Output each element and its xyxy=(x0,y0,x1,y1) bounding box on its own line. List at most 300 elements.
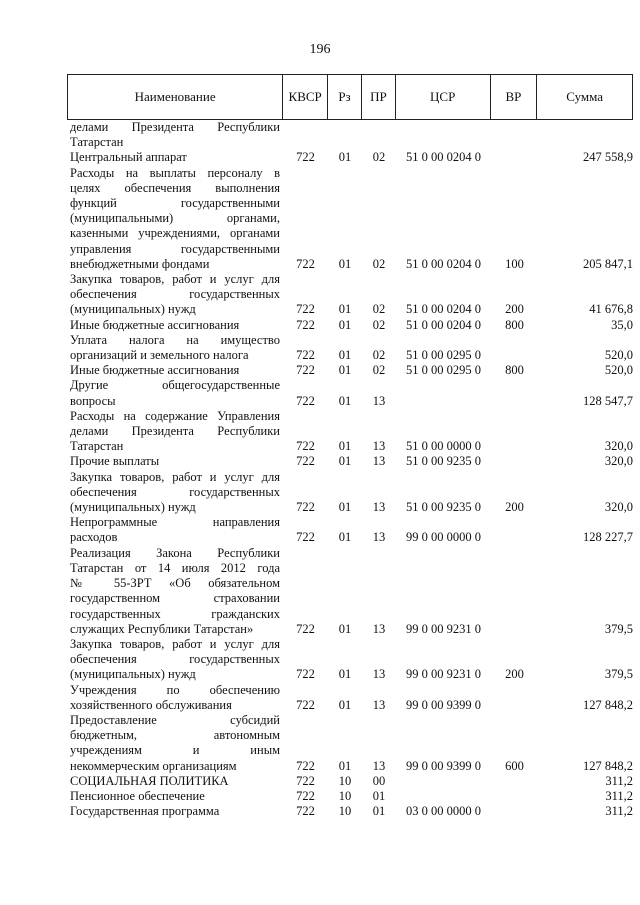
row-name-line: организаций и земельного налога xyxy=(70,348,249,363)
row-pr-cell xyxy=(362,166,396,272)
row-vr-cell xyxy=(491,378,538,408)
row-csr: 99 0 00 9399 0 xyxy=(406,697,481,712)
column-header-vr: ВР xyxy=(491,75,538,119)
row-csr-cell xyxy=(396,333,491,363)
row-pr-cell xyxy=(362,789,396,804)
row-sum: 379,5 xyxy=(604,667,633,682)
row-rz-cell xyxy=(328,378,362,408)
row-csr: 51 0 00 0295 0 xyxy=(406,348,481,363)
row-csr-cell xyxy=(396,378,491,408)
row-pr-cell xyxy=(362,683,396,713)
row-name xyxy=(67,789,283,804)
row-sum-cell xyxy=(538,774,633,789)
table-row xyxy=(67,637,633,683)
table-row xyxy=(67,774,633,789)
row-name-line: Реализация Закона Республики xyxy=(70,545,280,560)
row-name-line: государственных гражданских xyxy=(70,606,280,621)
row-kvsr: 722 xyxy=(296,530,315,545)
table-row xyxy=(67,789,633,804)
row-rz-cell xyxy=(328,454,362,469)
row-rz: 01 xyxy=(338,758,352,773)
row-csr-cell xyxy=(396,166,491,272)
row-vr: 100 xyxy=(505,256,524,271)
row-rz-cell xyxy=(328,120,362,150)
row-kvsr-cell xyxy=(283,272,328,318)
row-kvsr-cell xyxy=(283,515,328,545)
row-kvsr-cell xyxy=(283,363,328,378)
row-name-line: обеспечения государственных xyxy=(70,287,280,302)
row-kvsr-cell xyxy=(283,318,328,333)
row-vr-cell xyxy=(491,363,538,378)
row-rz: 01 xyxy=(338,348,352,363)
row-sum: 41 676,8 xyxy=(589,302,633,317)
row-name-line: делами Президента Республики xyxy=(70,424,280,439)
row-csr-cell xyxy=(396,546,491,637)
row-kvsr: 722 xyxy=(296,363,315,378)
row-csr: 03 0 00 0000 0 xyxy=(406,804,481,819)
row-pr: 02 xyxy=(372,348,386,363)
row-pr-cell xyxy=(362,363,396,378)
row-name-line: (муниципальными) органами, xyxy=(70,211,280,226)
row-sum: 320,0 xyxy=(604,439,633,454)
row-rz: 10 xyxy=(338,788,352,803)
row-rz-cell xyxy=(328,683,362,713)
row-kvsr-cell xyxy=(283,713,328,774)
row-kvsr-cell xyxy=(283,774,328,789)
row-csr: 51 0 00 9235 0 xyxy=(406,500,481,515)
column-header-sum: Сумма xyxy=(566,89,604,104)
row-rz-cell xyxy=(328,789,362,804)
row-name xyxy=(67,378,283,408)
row-vr-cell xyxy=(491,409,538,455)
row-rz: 01 xyxy=(338,530,352,545)
row-csr: 99 0 00 9231 0 xyxy=(406,667,481,682)
row-name-line: СОЦИАЛЬНАЯ ПОЛИТИКА xyxy=(70,773,229,788)
row-name-line: Государственная программа xyxy=(70,804,220,819)
table-row xyxy=(67,166,633,272)
row-vr-cell xyxy=(491,150,538,165)
column-header-csr: ЦСР xyxy=(396,75,491,119)
row-csr-cell xyxy=(396,774,491,789)
row-sum-cell xyxy=(538,378,633,408)
table-row xyxy=(67,272,633,318)
row-rz: 01 xyxy=(338,317,352,332)
row-name-line: обеспечения государственных xyxy=(70,652,280,667)
row-vr: 200 xyxy=(505,667,524,682)
row-sum-cell xyxy=(538,713,633,774)
row-sum: 127 848,2 xyxy=(583,697,633,712)
row-name-line: Центральный аппарат xyxy=(70,150,187,165)
row-name xyxy=(67,120,283,150)
row-kvsr: 722 xyxy=(296,454,315,469)
row-name-line: служащих Республики Татарстан» xyxy=(70,621,254,636)
row-csr: 51 0 00 9235 0 xyxy=(406,454,481,469)
row-pr: 00 xyxy=(372,773,386,788)
row-pr: 13 xyxy=(372,621,386,636)
row-csr: 51 0 00 0000 0 xyxy=(406,439,481,454)
row-kvsr-cell xyxy=(283,120,328,150)
row-vr-cell xyxy=(491,333,538,363)
row-pr-cell xyxy=(362,637,396,683)
table-row xyxy=(67,318,633,333)
table-row xyxy=(67,713,633,774)
row-name xyxy=(67,150,283,165)
row-pr: 13 xyxy=(372,500,386,515)
row-vr: 600 xyxy=(505,758,524,773)
row-sum-cell xyxy=(538,546,633,637)
row-vr-cell xyxy=(491,774,538,789)
row-pr: 13 xyxy=(372,758,386,773)
row-kvsr: 722 xyxy=(296,697,315,712)
row-name-line: Закупка товаров, работ и услуг для xyxy=(70,469,280,484)
row-rz: 01 xyxy=(338,667,352,682)
row-rz-cell xyxy=(328,804,362,819)
row-pr-cell xyxy=(362,515,396,545)
row-csr: 99 0 00 9231 0 xyxy=(406,621,481,636)
row-name-line: № 55-ЗРТ «Об обязательном xyxy=(70,576,280,591)
row-pr: 13 xyxy=(372,697,386,712)
row-csr-cell xyxy=(396,318,491,333)
row-pr: 02 xyxy=(372,302,386,317)
row-vr-cell xyxy=(491,546,538,637)
row-rz-cell xyxy=(328,546,362,637)
row-name xyxy=(67,166,283,272)
row-name-line: бюджетным, автономным xyxy=(70,728,280,743)
row-name-line: Татарстан xyxy=(70,135,124,150)
row-kvsr-cell xyxy=(283,683,328,713)
row-rz-cell xyxy=(328,637,362,683)
row-name-line: (муниципальных) нужд xyxy=(70,667,196,682)
row-csr-cell xyxy=(396,150,491,165)
row-sum: 379,5 xyxy=(604,621,633,636)
row-pr: 02 xyxy=(372,256,386,271)
column-header-kvsr: КВСР xyxy=(283,75,328,119)
row-sum: 520,0 xyxy=(604,363,633,378)
row-sum-cell xyxy=(538,515,633,545)
row-rz-cell xyxy=(328,166,362,272)
row-vr-cell xyxy=(491,470,538,516)
row-pr: 01 xyxy=(372,804,386,819)
row-rz-cell xyxy=(328,333,362,363)
row-kvsr-cell xyxy=(283,470,328,516)
row-vr-cell xyxy=(491,166,538,272)
row-pr-cell xyxy=(362,454,396,469)
row-csr: 51 0 00 0204 0 xyxy=(406,150,481,165)
table-row xyxy=(67,120,633,150)
row-pr: 13 xyxy=(372,393,386,408)
row-vr-cell xyxy=(491,318,538,333)
row-name-line: Закупка товаров, работ и услуг для xyxy=(70,636,280,651)
row-sum: 311,2 xyxy=(605,804,633,819)
row-kvsr-cell xyxy=(283,637,328,683)
row-name-line: Пенсионное обеспечение xyxy=(70,788,205,803)
row-pr: 13 xyxy=(372,530,386,545)
row-name-line: хозяйственного обслуживания xyxy=(70,697,232,712)
row-kvsr-cell xyxy=(283,333,328,363)
row-kvsr: 722 xyxy=(296,302,315,317)
row-name xyxy=(67,470,283,516)
row-name-line: Уплата налога на имущество xyxy=(70,332,280,347)
row-kvsr-cell xyxy=(283,150,328,165)
row-rz-cell xyxy=(328,150,362,165)
row-kvsr: 722 xyxy=(296,256,315,271)
row-kvsr: 722 xyxy=(296,500,315,515)
row-name-line: Расходы на выплаты персоналу в xyxy=(70,165,280,180)
row-pr: 01 xyxy=(372,788,386,803)
row-name xyxy=(67,318,283,333)
row-csr: 51 0 00 0204 0 xyxy=(406,317,481,332)
row-sum-cell xyxy=(538,166,633,272)
row-kvsr: 722 xyxy=(296,788,315,803)
row-name xyxy=(67,333,283,363)
row-name-line: управления государственными xyxy=(70,241,280,256)
row-name-line: расходов xyxy=(70,530,118,545)
row-name-line: казенными учреждениями, органами xyxy=(70,226,280,241)
page-number: 196 xyxy=(309,42,331,57)
row-pr-cell xyxy=(362,804,396,819)
row-vr: 800 xyxy=(505,363,524,378)
row-csr-cell xyxy=(396,683,491,713)
row-sum: 311,2 xyxy=(605,788,633,803)
row-name-line: учреждениям и иным xyxy=(70,743,280,758)
row-sum: 247 558,9 xyxy=(583,150,633,165)
row-rz: 01 xyxy=(338,500,352,515)
row-rz: 01 xyxy=(338,393,352,408)
row-pr-cell xyxy=(362,120,396,150)
row-name-line: Закупка товаров, работ и услуг для xyxy=(70,272,280,287)
row-name xyxy=(67,637,283,683)
row-sum: 311,2 xyxy=(605,773,633,788)
row-rz: 01 xyxy=(338,454,352,469)
row-vr-cell xyxy=(491,454,538,469)
row-name-line: Непрограммные направления xyxy=(70,515,280,530)
row-rz: 01 xyxy=(338,363,352,378)
row-vr-cell xyxy=(491,272,538,318)
row-name xyxy=(67,804,283,819)
row-pr-cell xyxy=(362,546,396,637)
row-pr: 13 xyxy=(372,667,386,682)
row-kvsr: 722 xyxy=(296,773,315,788)
row-pr-cell xyxy=(362,318,396,333)
row-sum-cell xyxy=(538,409,633,455)
table-row xyxy=(67,515,633,545)
row-name xyxy=(67,546,283,637)
table-row xyxy=(67,409,633,455)
row-rz-cell xyxy=(328,409,362,455)
row-vr-cell xyxy=(491,713,538,774)
row-vr-cell xyxy=(491,515,538,545)
row-name-line: Иные бюджетные ассигнования xyxy=(70,363,240,378)
row-vr-cell xyxy=(491,120,538,150)
row-name xyxy=(67,774,283,789)
row-vr: 200 xyxy=(505,500,524,515)
row-name-line: некоммерческим организациям xyxy=(70,758,237,773)
row-kvsr: 722 xyxy=(296,667,315,682)
row-pr: 02 xyxy=(372,150,386,165)
row-name xyxy=(67,515,283,545)
row-name-line: Учреждения по обеспечению xyxy=(70,682,280,697)
table-row xyxy=(67,378,633,408)
row-rz-cell xyxy=(328,318,362,333)
row-pr: 02 xyxy=(372,317,386,332)
row-sum: 127 848,2 xyxy=(583,758,633,773)
row-rz: 01 xyxy=(338,256,352,271)
row-vr: 800 xyxy=(505,317,524,332)
row-name xyxy=(67,454,283,469)
row-name-line: (муниципальных) нужд xyxy=(70,302,196,317)
table-row xyxy=(67,804,633,819)
row-pr-cell xyxy=(362,470,396,516)
table-row xyxy=(67,150,633,165)
row-vr-cell xyxy=(491,804,538,819)
row-pr: 13 xyxy=(372,454,386,469)
row-sum-cell xyxy=(538,470,633,516)
row-rz: 10 xyxy=(338,804,352,819)
row-sum-cell xyxy=(538,333,633,363)
row-rz: 10 xyxy=(338,773,352,788)
row-sum-cell xyxy=(538,150,633,165)
row-rz: 01 xyxy=(338,621,352,636)
row-csr-cell xyxy=(396,454,491,469)
row-rz: 01 xyxy=(338,150,352,165)
row-vr-cell xyxy=(491,637,538,683)
row-pr-cell xyxy=(362,713,396,774)
row-sum-cell xyxy=(538,272,633,318)
row-name xyxy=(67,363,283,378)
row-csr-cell xyxy=(396,713,491,774)
row-sum: 320,0 xyxy=(604,454,633,469)
row-name-line: государственном страховании xyxy=(70,591,280,606)
row-name-line: целях обеспечения выполнения xyxy=(70,180,280,195)
row-vr-cell xyxy=(491,683,538,713)
row-csr-cell xyxy=(396,804,491,819)
row-kvsr-cell xyxy=(283,378,328,408)
row-kvsr-cell xyxy=(283,166,328,272)
row-name-line: обеспечения государственных xyxy=(70,484,280,499)
row-csr: 51 0 00 0204 0 xyxy=(406,302,481,317)
row-kvsr: 722 xyxy=(296,621,315,636)
row-name-line: Прочие выплаты xyxy=(70,454,160,469)
row-kvsr: 722 xyxy=(296,439,315,454)
row-kvsr: 722 xyxy=(296,804,315,819)
row-name-line: Татарстан xyxy=(70,439,124,454)
row-pr-cell xyxy=(362,150,396,165)
row-rz-cell xyxy=(328,470,362,516)
row-kvsr: 722 xyxy=(296,348,315,363)
row-name xyxy=(67,272,283,318)
row-csr-cell xyxy=(396,789,491,804)
row-pr-cell xyxy=(362,409,396,455)
row-name-line: Другие общегосударственные xyxy=(70,378,280,393)
row-kvsr-cell xyxy=(283,454,328,469)
row-kvsr-cell xyxy=(283,409,328,455)
row-pr-cell xyxy=(362,774,396,789)
row-sum-cell xyxy=(538,789,633,804)
row-name-line: (муниципальных) нужд xyxy=(70,500,196,515)
row-rz-cell xyxy=(328,272,362,318)
row-sum: 35,0 xyxy=(611,317,633,332)
row-name-line: Расходы на содержание Управления xyxy=(70,408,280,423)
row-name-line: Иные бюджетные ассигнования xyxy=(70,317,240,332)
row-name xyxy=(67,713,283,774)
table-row xyxy=(67,470,633,516)
row-csr-cell xyxy=(396,120,491,150)
row-rz-cell xyxy=(328,774,362,789)
row-sum: 320,0 xyxy=(604,500,633,515)
row-vr-cell xyxy=(491,789,538,804)
row-csr-cell xyxy=(396,409,491,455)
row-sum-cell xyxy=(538,683,633,713)
row-rz: 01 xyxy=(338,439,352,454)
row-name-line: Предоставление субсидий xyxy=(70,712,280,727)
row-kvsr: 722 xyxy=(296,758,315,773)
table-row xyxy=(67,363,633,378)
column-header-name: Наименование xyxy=(68,75,283,119)
row-name-line: функций государственными xyxy=(70,196,280,211)
row-kvsr-cell xyxy=(283,789,328,804)
row-pr-cell xyxy=(362,333,396,363)
row-kvsr: 722 xyxy=(296,317,315,332)
table-row xyxy=(67,546,633,637)
row-sum: 205 847,1 xyxy=(583,256,633,271)
table-row xyxy=(67,333,633,363)
row-csr-cell xyxy=(396,470,491,516)
row-name xyxy=(67,683,283,713)
row-csr: 99 0 00 9399 0 xyxy=(406,758,481,773)
row-csr: 51 0 00 0204 0 xyxy=(406,256,481,271)
row-sum-cell xyxy=(538,318,633,333)
row-sum-cell xyxy=(538,637,633,683)
row-kvsr: 722 xyxy=(296,393,315,408)
row-name-line: Татарстан от 14 июля 2012 года xyxy=(70,560,280,575)
row-vr: 200 xyxy=(505,302,524,317)
row-sum-cell xyxy=(538,454,633,469)
row-pr-cell xyxy=(362,272,396,318)
row-kvsr-cell xyxy=(283,804,328,819)
table-body xyxy=(67,120,633,819)
row-csr: 99 0 00 0000 0 xyxy=(406,530,481,545)
row-name-line: внебюджетными фондами xyxy=(70,256,210,271)
row-pr: 02 xyxy=(372,363,386,378)
column-header-pr: ПР xyxy=(362,75,396,119)
row-sum: 128 227,7 xyxy=(583,530,633,545)
row-rz-cell xyxy=(328,363,362,378)
row-rz: 01 xyxy=(338,302,352,317)
row-rz: 01 xyxy=(338,697,352,712)
row-kvsr-cell xyxy=(283,546,328,637)
row-csr-cell xyxy=(396,515,491,545)
row-rz-cell xyxy=(328,515,362,545)
row-kvsr: 722 xyxy=(296,150,315,165)
row-name xyxy=(67,409,283,455)
table-row xyxy=(67,454,633,469)
row-pr: 13 xyxy=(372,439,386,454)
row-csr-cell xyxy=(396,272,491,318)
row-csr-cell xyxy=(396,363,491,378)
table-row xyxy=(67,683,633,713)
row-sum-cell xyxy=(538,363,633,378)
row-sum: 520,0 xyxy=(604,348,633,363)
row-name-line: вопросы xyxy=(70,393,116,408)
row-name-line: делами Президента Республики xyxy=(70,120,280,134)
row-sum: 128 547,7 xyxy=(583,393,633,408)
column-header-rz: Рз xyxy=(328,75,362,119)
row-pr-cell xyxy=(362,378,396,408)
row-sum-cell xyxy=(538,120,633,150)
row-sum-cell xyxy=(538,804,633,819)
row-csr-cell xyxy=(396,637,491,683)
table-header xyxy=(67,74,633,120)
